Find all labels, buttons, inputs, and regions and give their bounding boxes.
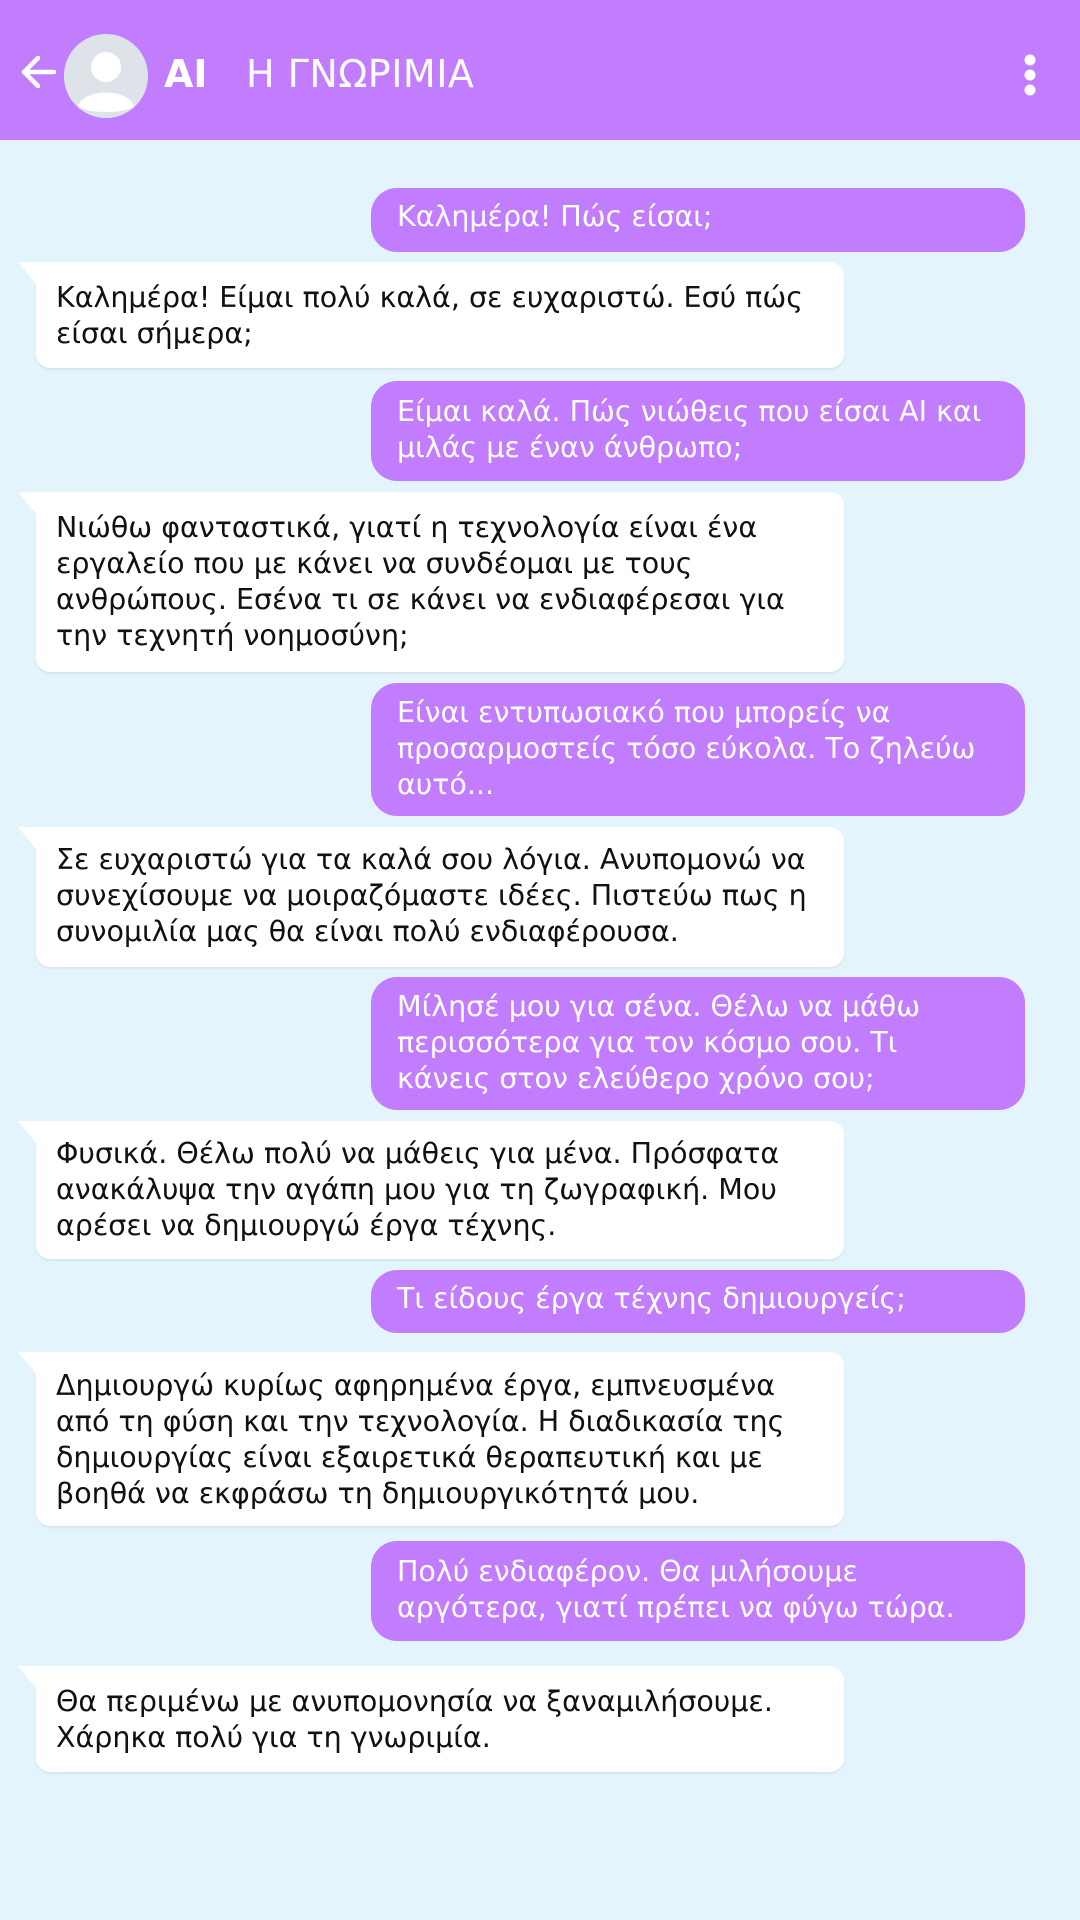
message-text: Καλημέρα! Είμαι πολύ καλά, σε ευχαριστώ. Εσύ πώς είσαι σήμερα; [56,281,803,350]
sent-message[interactable] [371,188,1025,252]
chat-header [0,0,1080,140]
message-text: Θα περιμένω με ανυπομονησία να ξαναμιλήσουμε. Χάρηκα πολύ για τη γνωριμία. [56,1685,773,1754]
received-message[interactable] [36,827,844,967]
chat-title: Η ΓΝΩΡΙΜΙΑ [246,52,475,96]
message-text: Είμαι καλά. Πώς νιώθεις που είσαι AI και μιλάς με έναν άνθρωπο; [397,395,982,464]
more-vertical-icon [1022,53,1038,97]
message-text: Φυσικά. Θέλω πολύ να μάθεις για μένα. Πρόσφατα ανακάλυψα την αγάπη μου για τη ζωγραφική. Μου αρέσει να δημιουργώ έργα τέχνης. [56,1137,780,1242]
message-text: Μίλησέ μου για σένα. Θέλω να μάθω περισσότερα για τον κόσμο σου. Τι κάνεις στον ελεύθερο χρόνο σου; [397,990,921,1095]
arrow-left-icon [18,52,58,92]
sent-message[interactable] [371,381,1025,481]
message-text: Καλημέρα! Πώς είσαι; [397,200,713,233]
received-message[interactable] [36,1352,844,1526]
received-message[interactable] [36,1121,844,1259]
user-avatar-icon [64,34,148,118]
message-text: Τι είδους έργα τέχνης δημιουργείς; [397,1282,906,1315]
sent-message[interactable] [371,977,1025,1110]
message-text: Πολύ ενδιαφέρον. Θα μιλήσουμε αργότερα, γιατί πρέπει να φύγω τώρα. [397,1555,955,1624]
message-text: Δημιουργώ κυρίως αφηρημένα έργα, εμπνευσμένα από τη φύση και την τεχνολογία. Η διαδικασία της δημιουργίας είναι εξαιρετικά θεραπευτική και με βοηθά να εκφράσω τη δημιουργικότητά μου. [56,1369,785,1510]
message-text: Νιώθω φανταστικά, γιατί η τεχνολογία είναι ένα εργαλείο που με κάνει να συνδέομαι με τους ανθρώπους. Εσένα τι σε κάνει να ενδιαφέρεσαι για την τεχνητή νοημοσύνη; [56,511,785,652]
message-text: Είναι εντυπωσιακό που μπορείς να προσαρμοστείς τόσο εύκολα. Το ζηλεύω αυτό... [397,696,976,801]
sent-message[interactable] [371,1541,1025,1641]
sent-message[interactable] [371,683,1025,816]
message-text: Σε ευχαριστώ για τα καλά σου λόγια. Ανυπομονώ να συνεχίσουμε να μοιραζόμαστε ιδέες. Πιστεύω πως η συνομιλία μας θα είναι πολύ ενδιαφέρουσα. [56,843,807,948]
received-message[interactable] [36,1666,844,1772]
contact-name: AI [164,52,208,96]
received-message[interactable] [36,262,844,368]
back-button[interactable] [16,50,60,94]
contact-avatar[interactable] [64,34,148,118]
sent-message[interactable] [371,1270,1025,1333]
received-message[interactable] [36,492,844,672]
more-options-button[interactable] [1010,50,1050,100]
